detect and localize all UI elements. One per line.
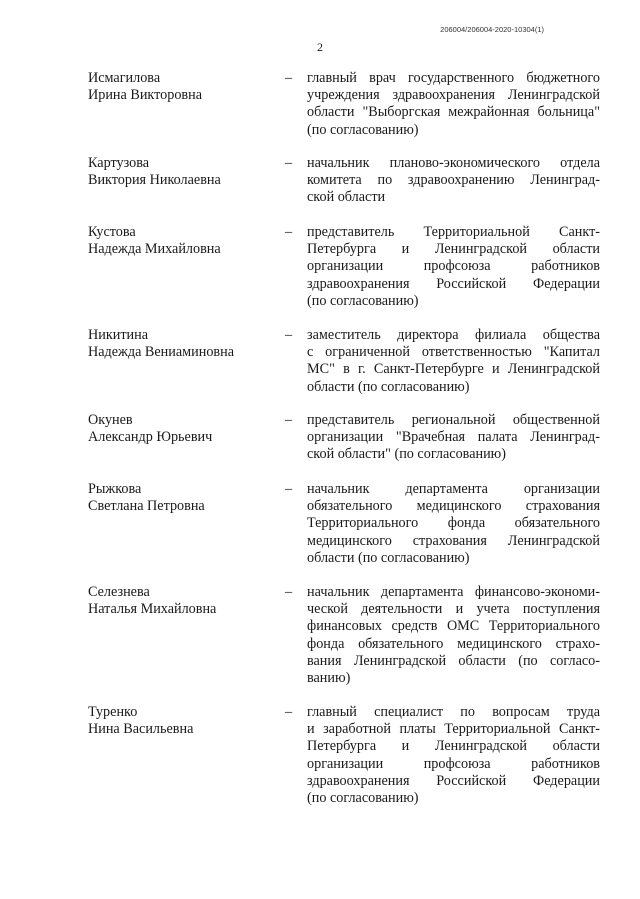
member-role-line: организации профсоюза работников [307, 755, 600, 772]
member-name [88, 70, 268, 104]
member-surname: Туренко [88, 704, 138, 720]
member-role-line: ванию) [307, 669, 351, 686]
member-name [88, 704, 268, 738]
member-role-line: (по согласованию) [307, 121, 419, 138]
member-role-line: обязательного медицинского страхования [307, 498, 600, 515]
member-role-line: здравоохранения Российской Федерации [307, 772, 600, 789]
member-name [88, 584, 268, 618]
member-name [88, 224, 268, 258]
member-role-line: (по согласованию) [307, 789, 419, 806]
dash-separator: – [285, 155, 293, 171]
member-role-line: области (по согласованию) [307, 549, 470, 566]
member-name [88, 481, 268, 515]
dash-separator: – [285, 70, 293, 86]
member-role-line: (по согласованию) [307, 292, 419, 309]
member-role-line: здравоохранения Российской Федерации [307, 275, 600, 292]
member-role-line: ской области" (по согласованию) [307, 446, 506, 463]
document-id: 206004/206004-2020-10304(1) [440, 25, 544, 34]
member-surname: Окунев [88, 412, 133, 428]
member-role-line: области (по согласованию) [307, 378, 470, 395]
member-role [307, 70, 600, 139]
dash-separator: – [285, 704, 293, 720]
member-role [307, 327, 600, 396]
member-role-line: Петербурга и Ленинградской области [307, 738, 600, 755]
member-role [307, 155, 600, 207]
dash-separator: – [285, 412, 293, 428]
dash-separator: – [285, 481, 293, 497]
member-role-line: организации профсоюза работников [307, 258, 600, 275]
member-surname: Исмагилова [88, 70, 161, 86]
member-surname: Рыжкова [88, 481, 142, 497]
member-role-line: организации "Врачебная палата Ленинград- [307, 429, 600, 446]
member-role-line: вания Ленинградской области (по согласо- [307, 652, 600, 669]
member-surname: Картузова [88, 155, 150, 171]
member-given-names: Ирина Викторовна [88, 87, 203, 104]
member-name [88, 155, 268, 189]
member-role-line: МС" в г. Санкт-Петербурге и Ленинградской [307, 361, 600, 378]
member-role [307, 412, 600, 464]
member-role [307, 224, 600, 310]
member-role-line: с ограниченной ответственностью "Капитал [307, 344, 600, 361]
member-surname: Никитина [88, 327, 149, 343]
member-role-line: заместитель директора филиала общества [307, 327, 600, 343]
member-name [88, 327, 268, 361]
member-surname: Кустова [88, 224, 136, 240]
member-given-names: Светлана Петровна [88, 498, 205, 515]
member-given-names: Надежда Вениаминовна [88, 344, 235, 361]
dash-separator: – [285, 224, 293, 240]
dash-separator: – [285, 327, 293, 343]
member-role-line: области "Выборгская межрайонная больница" [307, 104, 600, 121]
member-role-line: учреждения здравоохранения Ленинградской [307, 87, 600, 104]
member-role-line: представитель Территориальной Санкт- [307, 224, 600, 240]
member-role-line: представитель региональной общественной [307, 412, 600, 428]
member-name [88, 412, 268, 446]
member-role-line: начальник планово-экономического отдела [307, 155, 600, 171]
member-role [307, 704, 600, 807]
member-given-names: Надежда Михайловна [88, 241, 221, 258]
member-role-line: начальник департамента организации [307, 481, 600, 497]
member-given-names: Наталья Михайловна [88, 601, 217, 618]
member-given-names: Александр Юрьевич [88, 429, 213, 446]
member-surname: Селезнева [88, 584, 150, 600]
member-role-line: финансовых средств ОМС Территориального [307, 618, 600, 635]
member-role-line: и заработной платы Территориальной Санкт- [307, 721, 600, 738]
dash-separator: – [285, 584, 293, 600]
member-role-line: главный специалист по вопросам труда [307, 704, 600, 720]
member-role-line: комитета по здравоохранению Ленинград- [307, 172, 600, 189]
member-role [307, 481, 600, 567]
member-role-line: фонда обязательного медицинского страхо- [307, 635, 600, 652]
member-given-names: Нина Васильевна [88, 721, 194, 738]
member-role-line: ской области [307, 189, 386, 206]
member-role-line: Территориального фонда обязательного [307, 515, 600, 532]
page-number: 2 [317, 40, 323, 54]
member-role-line: медицинского страхования Ленинградской [307, 532, 600, 549]
member-role-line: начальник департамента финансово-экономи- [307, 584, 600, 600]
member-given-names: Виктория Николаевна [88, 172, 221, 189]
member-role-line: главный врач государственного бюджетного [307, 70, 600, 86]
member-role-line: ческой деятельности и учета поступления [307, 601, 600, 618]
member-role-line: Петербурга и Ленинградской области [307, 241, 600, 258]
member-role [307, 584, 600, 687]
